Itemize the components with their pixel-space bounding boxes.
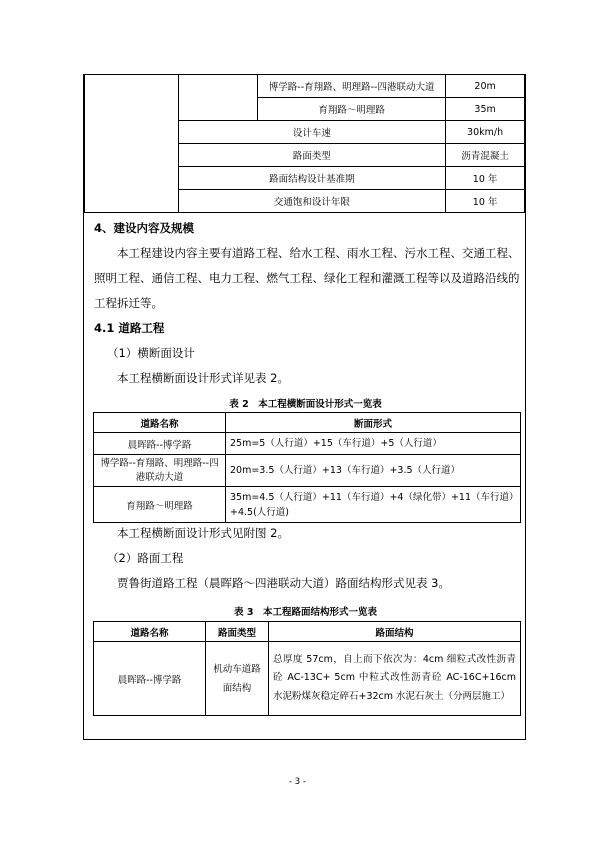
section-form-cell: 20m=3.5（人行道）+13（车行道）+3.5（人行道）	[226, 455, 521, 487]
param-label: 育翔路～明理路	[258, 98, 446, 121]
param-value: 10 年	[446, 167, 525, 190]
road-name-cell: 晨晖路--博学路	[94, 433, 226, 455]
section-4-1-heading: 4.1 道路工程	[94, 321, 165, 335]
cross-section-table	[93, 412, 521, 523]
param-label: 路面类型	[178, 144, 446, 167]
road-parameters-table	[84, 74, 525, 213]
section-form-cell: 25m=5（人行道）+15（车行道）+5（人行道）	[226, 433, 521, 455]
param-label: 交通饱和设计年限	[178, 190, 446, 213]
param-value: 10 年	[446, 190, 525, 213]
merged-left-cell	[85, 75, 179, 213]
section-4-heading: 4、建设内容及规模	[94, 221, 195, 235]
param-value: 20m	[446, 75, 525, 98]
pavement-type-cell: 机动车道路面结构	[206, 642, 269, 716]
road-name-cell: 晨晖路--博学路	[94, 642, 206, 716]
merged-sub-cell	[178, 75, 258, 121]
section-4-paragraph: 本工程建设内容主要有道路工程、给水工程、雨水工程、污水工程、交通工程、照明工程、通信工程、电力工程、燃气工程、绿化工程和灌溉工程等以及道路沿线的工程拆迁等。	[94, 246, 520, 310]
subsection-2-text: 贾鲁街道路工程（晨晖路～四港联动大道）路面结构形式见表 3。	[117, 576, 450, 590]
header-road-name: 道路名称	[94, 622, 206, 642]
section-form-cell: 35m=4.5（人行道）+11（车行道）+4（绿化带）+11（车行道）+4.5(人行道)	[226, 487, 521, 523]
param-label: 路面结构设计基准期	[178, 167, 446, 190]
param-value: 35m	[446, 98, 525, 121]
road-name-cell: 博学路--育翔路、明理路--四港联动大道	[94, 455, 226, 487]
header-road-name: 道路名称	[94, 413, 226, 433]
header-pavement-structure: 路面结构	[269, 622, 521, 642]
pavement-structure-table	[93, 621, 521, 716]
header-section-form: 断面形式	[226, 413, 521, 433]
param-label: 设计车速	[178, 121, 446, 144]
road-name-cell: 育翔路～明理路	[94, 487, 226, 523]
subsection-2-title: （2）路面工程	[107, 551, 184, 565]
header-pavement-type: 路面类型	[206, 622, 269, 642]
param-value: 沥青混凝土	[446, 144, 525, 167]
after-table-2-text: 本工程横断面设计形式见附图 2。	[117, 526, 289, 540]
subsection-1-text: 本工程横断面设计形式详见表 2。	[117, 371, 289, 385]
page-number: - 3 -	[289, 777, 306, 787]
page-frame	[83, 74, 526, 740]
param-label: 博学路--育翔路、明理路--四港联动大道	[258, 75, 446, 98]
param-value: 30km/h	[446, 121, 525, 144]
pavement-structure-cell: 总厚度 57cm，自上而下依次为：4cm 细粒式改性沥青砼 AC-13C+ 5cm 中粒式改性沥青砼 AC-16C+16cm 水泥粉煤灰稳定碎石+32cm 水泥石灰土（分两层施工）	[269, 642, 521, 716]
subsection-1-title: （1）横断面设计	[107, 346, 195, 360]
table-3-caption: 表 3 本工程路面结构形式一览表	[234, 607, 377, 618]
table-2-caption: 表 2 本工程横断面设计形式一览表	[229, 399, 382, 410]
